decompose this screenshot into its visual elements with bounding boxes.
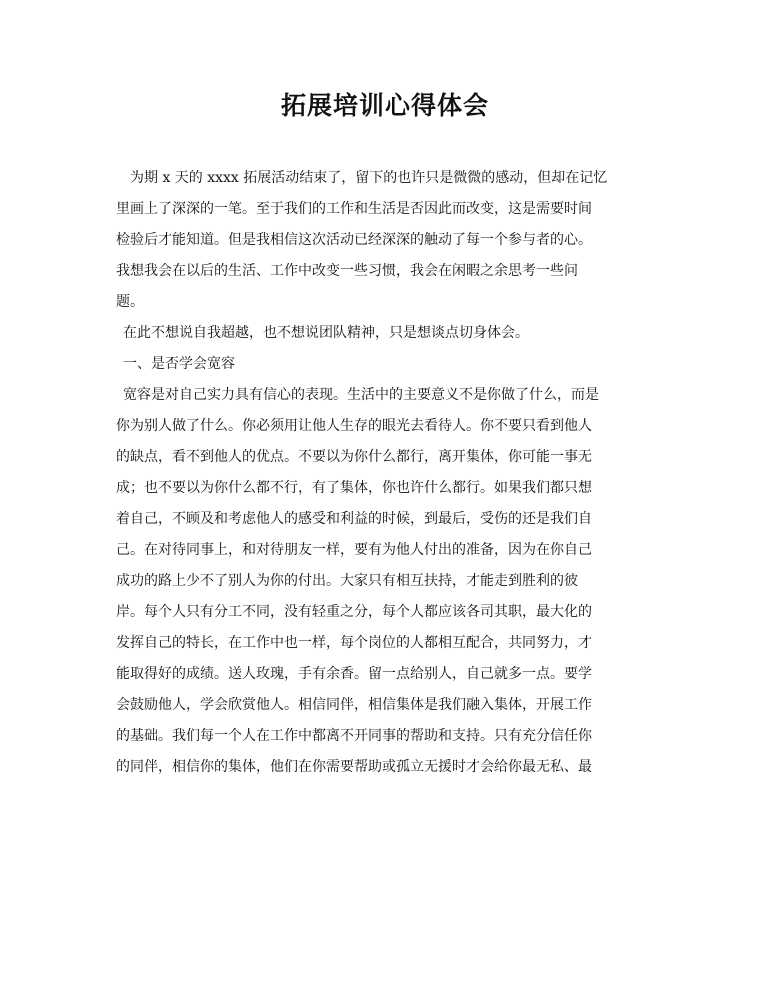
body-line: 发挥自己的特长，在工作中也一样，每个岗位的人都相互配合，共同努力，才 (116, 635, 592, 651)
body-line: 岸。每个人只有分工不同，没有轻重之分，每个人都应该各司其职，最大化的 (116, 604, 592, 620)
body-line: 检验后才能知道。但是我相信这次活动已经深深的触动了每一个参与者的心。 (116, 232, 592, 248)
body-line: 在此不想说自我超越，也不想说团队精神，只是想谈点切身体会。 (123, 325, 529, 341)
body-line: 的基础。我们每一个人在工作中都离不开同事的帮助和支持。只有充分信任你 (116, 728, 592, 744)
body-line: 的同伴，相信你的集体，他们在你需要帮助或孤立无援时才会给你最无私、最 (116, 759, 592, 775)
page-title: 拓展培训心得体会 (280, 91, 489, 120)
body-line: 会鼓励他人，学会欣赏他人。相信同伴，相信集体是我们融入集体，开展工作 (116, 697, 592, 713)
body-line: 你为别人做了什么。你必须用让他人生存的眼光去看待人。你不要只看到他人 (116, 418, 592, 434)
body-line: 的缺点，看不到他人的优点。不要以为你什么都行，离开集体，你可能一事无 (116, 449, 592, 465)
body-line: 能取得好的成绩。送人玫瑰，手有余香。留一点给别人，自己就多一点。要学 (116, 666, 592, 682)
body-line: 我想我会在以后的生活、工作中改变一些习惯，我会在闲暇之余思考一些问 (116, 263, 578, 279)
body-line: 宽容是对自己实力具有信心的表现。生活中的主要意义不是你做了什么，而是 (123, 387, 599, 403)
body-line: 为期 x 天的 xxxx 拓展活动结束了，留下的也许只是微微的感动，但却在记忆 (130, 170, 608, 186)
document-body (116, 163, 656, 783)
body-line: 题。 (116, 294, 144, 310)
body-line: 己。在对待同事上，和对待朋友一样，要有为他人付出的准备，因为在你自己 (116, 542, 592, 558)
body-line: 成；也不要以为你什么都不行，有了集体，你也许什么都行。如果我们都只想 (116, 480, 592, 496)
body-line: 着自己，不顾及和考虑他人的感受和利益的时候，到最后，受伤的还是我们自 (116, 511, 592, 527)
body-line: 成功的路上少不了别人为你的付出。大家只有相互扶持，才能走到胜利的彼 (116, 573, 578, 589)
section-heading: 一、是否学会宽容 (123, 356, 235, 372)
body-line: 里画上了深深的一笔。至于我们的工作和生活是否因此而改变，这是需要时间 (116, 201, 592, 217)
